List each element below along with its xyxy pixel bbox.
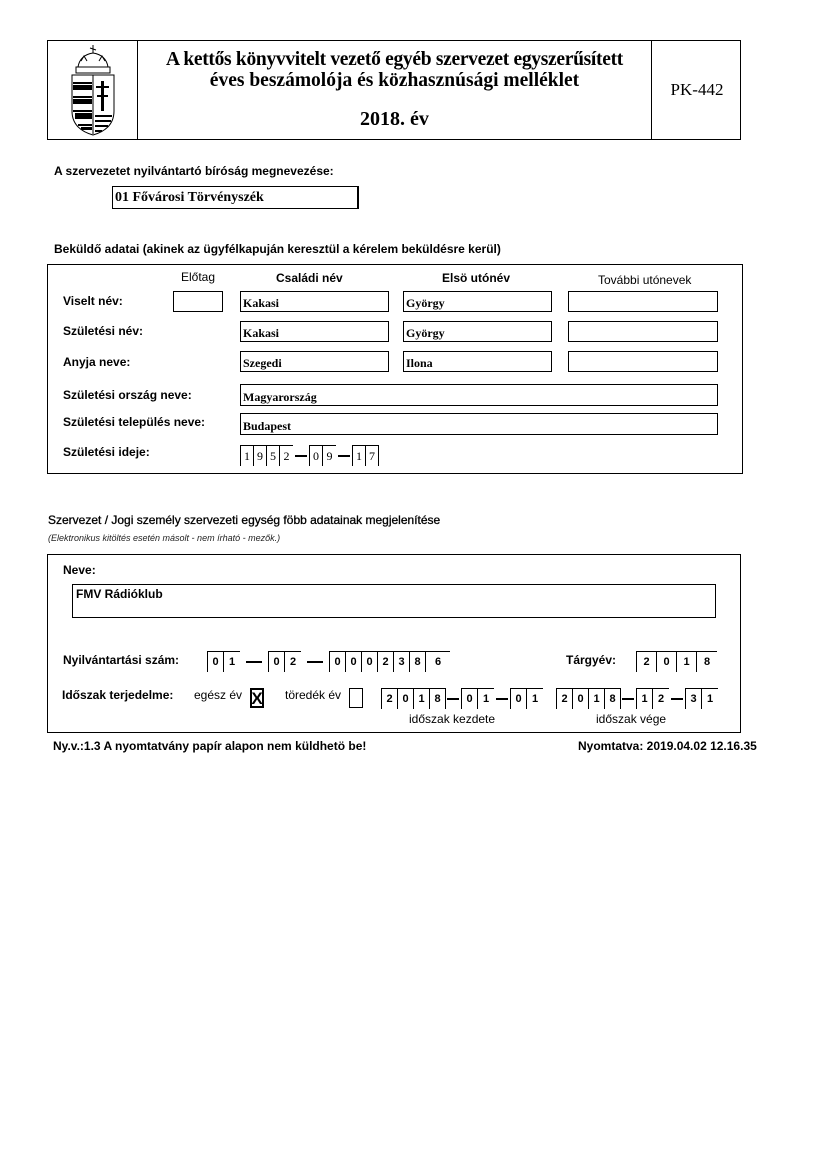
digit-cell: 1: [353, 446, 366, 466]
date-separator: [494, 689, 510, 709]
form-title: [138, 41, 652, 139]
digit-cell: 5: [267, 446, 280, 466]
digit-cell: 9: [254, 446, 267, 466]
digit-cell: 2: [637, 652, 657, 672]
reg-number-field[interactable]: [207, 651, 450, 672]
worn-other-names-field[interactable]: [568, 291, 718, 312]
partial-year-label: töredék év: [285, 688, 342, 702]
digit-cell: 1: [241, 446, 254, 466]
reg-number-label: Nyilvántartási szám:: [63, 653, 180, 667]
logo-cell: [48, 41, 138, 139]
digit-cell: 0: [398, 689, 414, 709]
digit-cell: 1: [414, 689, 430, 709]
whole-year-label: egész év: [194, 688, 243, 702]
digit-cell: 3: [394, 652, 410, 672]
date-separator: [336, 446, 352, 466]
date-separator: [620, 689, 636, 709]
digit-cell: 0: [573, 689, 589, 709]
birth-month-cells[interactable]: [309, 445, 336, 466]
digit-cell: 8: [430, 689, 446, 709]
birth-year-cells[interactable]: [240, 445, 293, 466]
birth-city-label: Születési település neve:: [63, 415, 206, 429]
footer-version-note: Ny.v.:1.3 A nyomtatvány papír alapon nem küldhetö be!: [53, 739, 367, 753]
reg-number-group-2: [268, 651, 301, 672]
digit-cell: 2: [557, 689, 573, 709]
digit-cell: 0: [269, 652, 285, 672]
period-end-month: [636, 688, 669, 709]
form-title-line2: éves beszámolója és közhasznúsági melléklet: [209, 70, 580, 91]
digit-cell: 1: [228, 656, 236, 668]
court-label: A szervezetet nyilvántartó bíróság megnevezése:: [54, 164, 334, 178]
period-start-caption: időszak kezdete: [409, 712, 496, 726]
digit-cell: 1: [677, 652, 697, 672]
birth-day-cells[interactable]: [352, 445, 379, 466]
hungarian-coat-of-arms-icon: [48, 41, 138, 139]
period-end-caption: időszak vége: [596, 712, 667, 726]
digit-cell: 0: [346, 652, 362, 672]
digit-cell: 9: [326, 448, 333, 463]
worn-name-label: Viselt név:: [63, 294, 123, 308]
worn-name-prefix-field[interactable]: [173, 291, 223, 312]
subject-year-label: Tárgyév:: [566, 653, 617, 667]
col-header-prefix: Előtag: [181, 270, 216, 284]
sender-section-title: Beküldő adatai (akinek az ügyfélkapuján keresztül a kérelem beküldésre kerül): [54, 242, 501, 256]
footer-print-timestamp: Nyomtatva: 2019.04.02 12.16.35: [578, 739, 757, 753]
period-end-day: [685, 688, 718, 709]
birth-country-label: Születési ország neve:: [63, 388, 192, 402]
digit-cell: 2: [289, 656, 297, 668]
subject-year-cells: [636, 651, 717, 672]
digit-cell: 2: [283, 448, 290, 463]
mother-family-name-field[interactable]: Szegedi: [240, 351, 389, 372]
org-name-label: Neve:: [63, 563, 96, 577]
col-header-first-name: Elsö utónév: [442, 271, 511, 285]
digit-cell: 1: [637, 689, 653, 709]
birth-name-label: Születési név:: [63, 324, 144, 338]
birth-other-names-field[interactable]: [568, 321, 718, 342]
digit-cell: 8: [410, 652, 426, 672]
digit-cell: 7: [366, 446, 379, 466]
mother-first-name-field[interactable]: Ilona: [403, 351, 552, 372]
org-name-field[interactable]: FMV Rádióklub: [72, 584, 716, 618]
period-start-year: [381, 688, 446, 709]
form-year: 2018. év: [360, 108, 429, 130]
digit-cell: 1: [706, 693, 714, 705]
form-code: PK-442: [670, 80, 724, 99]
digit-cell: 0: [330, 652, 346, 672]
period-end-field[interactable]: [556, 688, 718, 709]
period-start-month: [461, 688, 494, 709]
date-separator: [669, 689, 685, 709]
reg-number-group-1: [207, 651, 240, 672]
date-separator: [293, 446, 309, 466]
col-header-other-names: További utónevek: [598, 273, 692, 287]
digit-cell: 1: [589, 689, 605, 709]
digit-cell: 0: [657, 652, 677, 672]
birth-date-field[interactable]: [240, 445, 379, 466]
digit-cell: 0: [362, 652, 378, 672]
org-section-title: Szervezet / Jogi személy szervezeti egység föbb adatainak megjelenítése: [48, 513, 441, 527]
org-section-note: (Elektronikus kitöltés esetén másolt - nem írható - mezők.): [48, 533, 281, 543]
reg-separator: [301, 652, 329, 672]
birth-family-name-field[interactable]: Kakasi: [240, 321, 389, 342]
worn-first-name-field[interactable]: György: [403, 291, 552, 312]
col-header-family-name: Családi név: [276, 271, 343, 285]
whole-year-checkbox[interactable]: X: [251, 688, 263, 708]
digit-cell: 1: [482, 693, 490, 705]
subject-year-field[interactable]: [636, 651, 717, 672]
period-end-year: [556, 688, 621, 709]
digit-cell: 2: [378, 652, 394, 672]
worn-family-name-field[interactable]: Kakasi: [240, 291, 389, 312]
partial-year-checkbox[interactable]: [349, 688, 363, 708]
digit-cell: 3: [686, 689, 702, 709]
digit-cell: 2: [657, 693, 665, 705]
digit-cell: 8: [605, 689, 621, 709]
digit-cell: 6: [434, 656, 442, 668]
digit-cell: 0: [310, 446, 323, 466]
period-start-field[interactable]: [381, 688, 543, 709]
digit-cell: 1: [531, 693, 539, 705]
date-separator: [445, 689, 461, 709]
form-title-line1: A kettős könyvvitelt vezető egyéb szervezet egyszerűsített: [166, 49, 623, 70]
mother-name-label: Anyja neve:: [63, 355, 131, 369]
reg-separator: [240, 652, 268, 672]
reg-number-group-3: [329, 651, 450, 672]
birth-date-label: Születési ideje:: [63, 445, 150, 459]
birth-city-field[interactable]: Budapest: [240, 413, 718, 435]
digit-cell: 2: [382, 689, 398, 709]
digit-cell: 0: [462, 689, 478, 709]
period-start-day: [510, 688, 543, 709]
period-label: Időszak terjedelme:: [62, 688, 174, 702]
birth-country-field[interactable]: Magyarország: [240, 384, 718, 406]
digit-cell: 0: [511, 689, 527, 709]
birth-first-name-field[interactable]: György: [403, 321, 552, 342]
digit-cell: 0: [208, 652, 224, 672]
court-field[interactable]: 01 Fővárosi Törvényszék: [112, 186, 359, 209]
mother-other-names-field[interactable]: [568, 351, 718, 372]
digit-cell: 8: [703, 656, 711, 668]
form-header: [47, 40, 741, 140]
